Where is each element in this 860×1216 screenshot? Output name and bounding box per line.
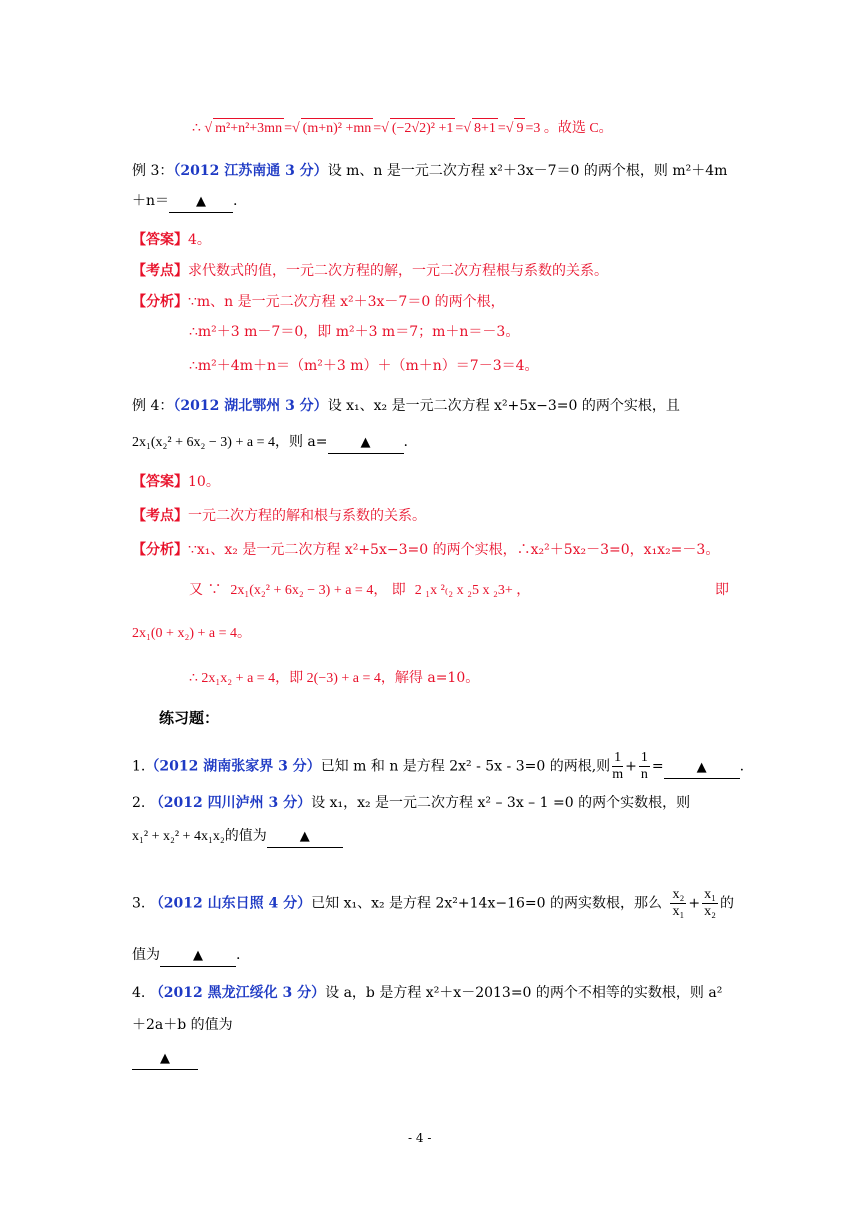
numerator: 1 [640, 750, 648, 765]
example-4-answer [132, 472, 220, 492]
answer-label: 【答案】 [132, 474, 188, 490]
example-4-kaodian [132, 506, 426, 526]
fenxi-line-2 [189, 580, 729, 601]
question-number: 3. [132, 895, 146, 912]
kaodian-text: 求代数式的值，一元二次方程的解，一元二次方程根与系数的关系。 [188, 263, 608, 279]
question-number: 1. [132, 758, 146, 775]
denominator: n [640, 767, 648, 782]
question-text: 设 x₁、x₂ 是一元二次方程 x²+5x−3=0 的两个实根，且 [327, 398, 680, 414]
radical-4: 8+1 [472, 118, 498, 139]
question-source: （2012 湖南张家界 3 分） [145, 758, 321, 775]
fenxi-text: ，解得 a=10。 [380, 670, 480, 686]
radical-3: (−2√2)² +1 [390, 118, 456, 139]
question-text: ，则 a= [274, 434, 328, 450]
fenxi-line: ∵x₁、x₂ 是一元二次方程 x²+5x−3=0 的两个实根，∴x₂²＋5x₂－3=0，x₁x₂=－3。 [188, 542, 720, 558]
equation: 2x₁(x₂² + 6x₂ − 3) + a = 4 [230, 583, 374, 598]
answer-blank: ▲ [267, 827, 343, 848]
question-text: 的 [719, 895, 734, 912]
fenxi-line-4 [189, 668, 479, 689]
question-text: 已知 m 和 n 是方程 2x² - 5x - 3=0 的两根,则 [320, 758, 611, 775]
practice-q2-line2 [132, 826, 343, 848]
equation: ∴ 2x₁x₂ + a = 4，即 2(−3) + a = 4 [189, 671, 381, 686]
question-source: （2012 四川泸州 3 分） [149, 795, 312, 811]
question-source: （2012 黑龙江绥化 3 分） [149, 985, 326, 1001]
equals: = [651, 758, 664, 775]
fraction-1-over-n [639, 750, 650, 783]
answer-blank: ▲ [328, 433, 404, 454]
equals-1: = [284, 121, 292, 136]
numerator: x₁ [704, 887, 716, 902]
practice-q3-line2 [132, 945, 240, 967]
denominator: x₂ [704, 904, 716, 919]
answer-label: 【答案】 [132, 232, 188, 248]
kaodian-text: 一元二次方程的解和根与系数的关系。 [188, 508, 426, 524]
fenxi-text: 又 ∵ [189, 582, 222, 598]
equals-3: = [455, 121, 464, 136]
denominator: m [612, 767, 624, 782]
example-4-question-line2 [132, 432, 408, 454]
fraction-x1-over-x2 [702, 887, 718, 920]
example-4-question-line1 [132, 396, 680, 416]
radical-1: m²+n²+3mn [213, 118, 284, 139]
question-source: （2012 江苏南通 3 分） [173, 163, 328, 179]
numerator: x₂ [672, 887, 685, 902]
fraction-1-over-m [612, 750, 623, 783]
question-end: . [233, 193, 238, 209]
fenxi-line: ∴m²＋3 m－7＝0，即 m²＋3 m＝7；m＋n＝－3。 [189, 324, 520, 340]
question-text: 设 m、n 是一元二次方程 x²＋3x－7＝0 的两个根，则 m²＋4m [327, 163, 728, 179]
question-source: （2012 山东日照 4 分） [149, 895, 312, 912]
question-source: （2012 湖北鄂州 3 分） [173, 398, 328, 414]
practice-title: 练习题： [159, 709, 220, 727]
practice-q4-line3 [132, 1048, 198, 1070]
question-text: ＋2a＋b 的值为 [132, 1017, 233, 1033]
question-text: 设 x₁，x₂ 是一元二次方程 x² – 3x – 1 =0 的两个实数根，则 [311, 795, 691, 811]
question-end: . [739, 758, 745, 775]
fenxi-label: 【分析】 [132, 542, 188, 558]
solution-final-line: ∴ √ m²+n²+3mn =√ (m+n)² +mn =√ (−2√2)² +1 =√ 8+1 =√ 9 =3 。故选 C。 [192, 118, 613, 139]
question-end: . [403, 434, 408, 450]
example-label: 例 3： [132, 163, 174, 179]
equation-garbled: 2 ₁x ²₍₂ x ₂5 x ₂3+ ， [414, 583, 531, 598]
fenxi-label: 【分析】 [132, 294, 188, 310]
fenxi-line: 2x₁(0 + x₂) + a = 4。 [132, 626, 251, 641]
example-4-fenxi [132, 540, 719, 560]
practice-q4-line2 [132, 1015, 233, 1035]
denominator: x₁ [672, 904, 685, 919]
example-3-question-line2 [132, 191, 237, 213]
page-number: - 4 - [408, 1131, 432, 1145]
kaodian-label: 【考点】 [132, 508, 188, 524]
expression: x₁² + x₂² + 4x₁x₂ [132, 829, 225, 844]
radical-2: (m+n)² +mn [301, 118, 374, 139]
question-text: 设 a，b 是方程 x²＋x－2013=0 的两个不相等的实数根，则 a² [325, 985, 723, 1001]
equals-2: = [373, 121, 382, 136]
answer-value: 10。 [188, 474, 220, 490]
example-label: 例 4： [132, 398, 174, 414]
question-end: . [236, 947, 241, 963]
practice-q4-line1 [132, 983, 722, 1003]
therefore-symbol: ∴ [192, 121, 201, 136]
fraction-x2-over-x1 [670, 887, 686, 920]
fenxi-text: 即 [715, 582, 729, 598]
practice-q1: 1.（2012 湖南张家界 3 分）已知 m 和 n 是方程 2x² - 5x - 3=0 的两根,则 $\frac{1}{m}$ + $\frac{1}{n}$ = ▲ . [132, 750, 745, 782]
choice-conclusion: =3 。故选 C。 [525, 121, 613, 136]
answer-blank: ▲ [132, 1049, 198, 1070]
question-text: ＋n＝ [132, 193, 170, 209]
fenxi-line: ∵m、n 是一元二次方程 x²＋3x－7＝0 的两个根， [188, 294, 505, 310]
answer-blank: ▲ [160, 946, 236, 967]
fenxi-line: ∴m²＋4m＋n＝（m²＋3 m）＋（m＋n）＝7－3＝4。 [189, 358, 539, 374]
numerator: 1 [614, 750, 622, 765]
example-3-answer [132, 230, 211, 250]
example-3-question-line1 [132, 161, 727, 181]
equation: 2x₁(x₂² + 6x₂ − 3) + a = 4 [132, 435, 275, 450]
practice-q3-line1: 3. （2012 山东日照 4 分）已知 x₁、x₂ 是方程 2x²+14x−16=0 的两实数根，那么 $\frac{\text{x₂}}{\text{x₁}}$ + $\frac{\text{x₁}}{\text{x₂}}$ 的 [132, 887, 734, 919]
practice-q2-line1 [132, 793, 690, 813]
question-text: 值为 [132, 947, 160, 963]
question-text: 已知 x₁、x₂ 是方程 2x²+14x−16=0 的两实数根，那么 [311, 895, 662, 912]
question-text: 的值为 [224, 828, 267, 844]
fenxi-text: ， 即 [373, 582, 406, 598]
equals-4: = [497, 121, 506, 136]
question-number: 2. [132, 795, 146, 811]
example-3-kaodian [132, 261, 608, 281]
answer-value: 4。 [188, 232, 211, 248]
answer-blank: ▲ [169, 192, 233, 213]
radical-5: 9 [514, 118, 525, 139]
answer-blank: ▲ [664, 758, 740, 779]
question-number: 4. [132, 985, 146, 1001]
kaodian-label: 【考点】 [132, 263, 188, 279]
example-3-fenxi [132, 292, 505, 312]
